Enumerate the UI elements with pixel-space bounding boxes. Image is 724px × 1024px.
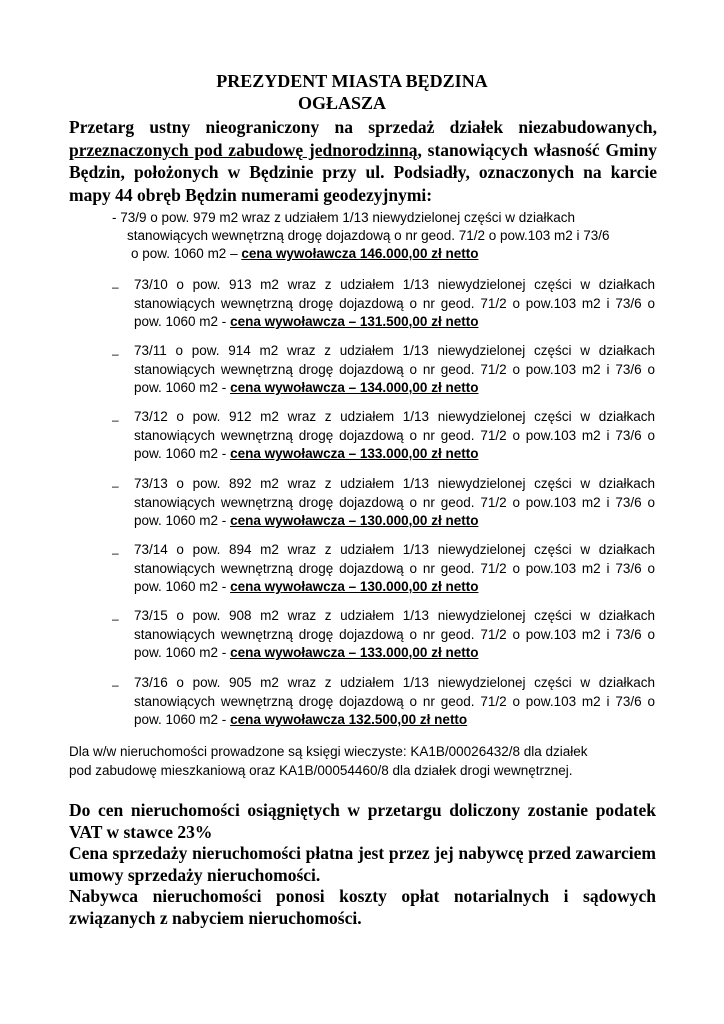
list-item-line: stanowiących wewnętrzną drogę dojazdową o nr geod. 71/2 o pow.103 m2 i 73/6: [127, 228, 610, 243]
list-item: [134, 276, 655, 332]
list-dash: –: [112, 280, 119, 294]
list-item: [134, 541, 655, 597]
vat-note: Do cen nieruchomości osiągniętych w przetargu doliczony zostanie podatek VAT w stawce 23%: [69, 800, 656, 842]
list-dash: –: [112, 678, 119, 692]
list-item: [134, 475, 655, 531]
costs-note: Nabywca nieruchomości ponosi koszty opłat notarialnych i sądowych związanych z nabyciem nieruchomości.: [69, 886, 656, 928]
list-item-text: 73/14 o pow. 894 m2 wraz z udziałem 1/13 niewydzielonej części w działkach stanowiących wewnętrzną drogę dojazdową o nr geod. 71/2 o pow.103 m2 i 73/6 o pow. 1060 m2 -: [134, 542, 655, 594]
terms-section: [69, 800, 656, 929]
intro-paragraph: [69, 116, 657, 206]
intro-underlined-text: przeznaczonych pod zabudowę jednorodzinną: [69, 139, 418, 160]
land-registry-line: Dla w/w nieruchomości prowadzone są księgi wieczyste: KA1B/00026432/8 dla działek: [69, 744, 588, 759]
price-text: cena wywoławcza – 133.000,00 zł netto: [230, 446, 479, 461]
price-text: cena wywoławcza – 133.000,00 zł netto: [230, 645, 479, 660]
list-item-text: o pow. 1060 m2 –: [131, 246, 242, 261]
list-item: [112, 209, 672, 263]
list-item-text: 73/11 o pow. 914 m2 wraz z udziałem 1/13 niewydzielonej części w działkach stanowiących wewnętrzną drogę dojazdową o nr geod. 71/2 o pow.103 m2 i 73/6 o pow. 1060 m2 -: [134, 343, 655, 395]
list-item-text: 73/12 o pow. 912 m2 wraz z udziałem 1/13 niewydzielonej części w działkach stanowiących wewnętrzną drogę dojazdową o nr geod. 71/2 o pow.103 m2 i 73/6 o pow. 1060 m2 -: [134, 409, 655, 461]
price-text: cena wywoławcza 146.000,00 zł netto: [241, 246, 479, 261]
price-text: cena wywoławcza – 131.500,00 zł netto: [230, 314, 479, 329]
list-item: [134, 607, 655, 663]
page-title: PREZYDENT MIASTA BĘDZINA: [216, 71, 488, 91]
page-subtitle: OGŁASZA: [297, 93, 387, 113]
price-text: cena wywoławcza – 134.000,00 zł netto: [230, 380, 479, 395]
list-item: [134, 408, 655, 464]
list-item-line: - 73/9 o pow. 979 m2 wraz z udziałem 1/13 niewydzielonej części w działkach: [112, 210, 575, 225]
list-item-text: 73/16 o pow. 905 m2 wraz z udziałem 1/13 niewydzielonej części w działkach stanowiących wewnętrzną drogę dojazdową o nr geod. 71/2 o pow.103 m2 i 73/6 o pow. 1060 m2 -: [134, 675, 655, 727]
list-item-text: 73/10 o pow. 913 m2 wraz z udziałem 1/13 niewydzielonej części w działkach stanowiących wewnętrzną drogę dojazdową o nr geod. 71/2 o pow.103 m2 i 73/6 o pow. 1060 m2 -: [134, 277, 655, 329]
intro-text-2: , stanowiących własność Gminy Będzin, położonych w Będzinie przy ul. Podsiadły, oznaczonych na karcie mapy 44 obręb Będzin numerami geodezyjnymi:: [69, 139, 657, 205]
list-item-line: [112, 245, 672, 263]
land-registry-line: pod zabudowę mieszkaniową oraz KA1B/00054460/8 dla działek drogi wewnętrznej.: [69, 762, 573, 778]
price-text: cena wywoławcza 132.500,00 zł netto: [230, 712, 468, 727]
price-text: cena wywoławcza – 130.000,00 zł netto: [230, 513, 479, 528]
list-item: [134, 342, 655, 398]
list-dash: –: [112, 546, 119, 560]
list-item: [134, 674, 655, 730]
list-dash: –: [112, 612, 119, 626]
list-dash: –: [112, 479, 119, 493]
payment-note: Cena sprzedaży nieruchomości płatna jest przez jej nabywcę przed zawarciem umowy sprzedaży nieruchomości.: [69, 843, 656, 885]
list-dash: –: [112, 413, 119, 427]
list-item-text: 73/13 o pow. 892 m2 wraz z udziałem 1/13 niewydzielonej części w działkach stanowiących wewnętrzną drogę dojazdową o nr geod. 71/2 o pow.103 m2 i 73/6 o pow. 1060 m2 -: [134, 476, 655, 528]
list-dash: –: [112, 347, 119, 361]
price-text: cena wywoławcza – 130.000,00 zł netto: [230, 579, 479, 594]
intro-text-1: Przetarg ustny nieograniczony na sprzedaż działek niezabudowanych,: [69, 117, 657, 137]
list-item-text: 73/15 o pow. 908 m2 wraz z udziałem 1/13 niewydzielonej części w działkach stanowiących wewnętrzną drogę dojazdową o nr geod. 71/2 o pow.103 m2 i 73/6 o pow. 1060 m2 -: [134, 608, 655, 660]
land-registry-note: [69, 743, 659, 780]
